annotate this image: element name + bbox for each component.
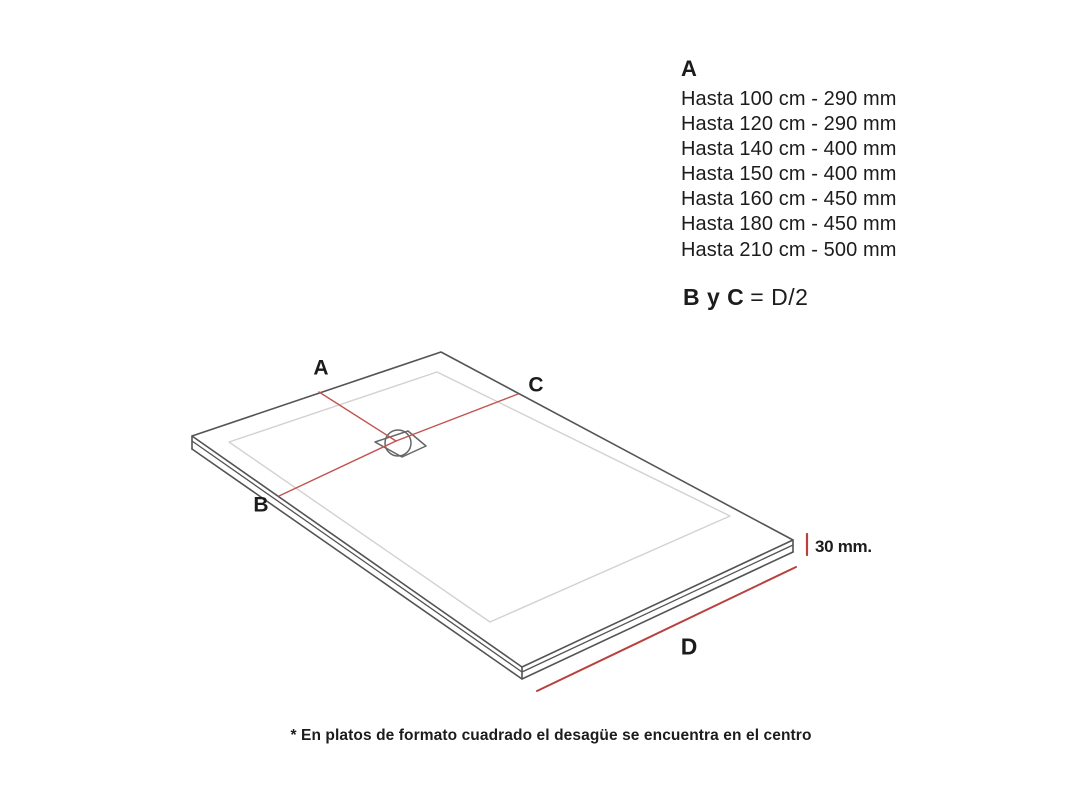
dim-c-line	[396, 394, 518, 441]
dim-label-a: A	[313, 356, 329, 380]
spec-row: Hasta 180 cm - 450 mm	[681, 213, 897, 236]
dim-label-d: D	[680, 633, 698, 660]
drain-square	[375, 431, 426, 457]
spec-row: Hasta 160 cm - 450 mm	[681, 188, 897, 211]
thickness-label: 30 mm.	[815, 537, 872, 556]
tray-bottom-edge	[192, 449, 793, 679]
dim-label-b: B	[253, 493, 269, 517]
tray-rim-step-line	[192, 441, 793, 672]
spec-row: Hasta 150 cm - 400 mm	[681, 163, 897, 186]
formula-byc	[683, 283, 808, 311]
spec-heading-a: A	[681, 56, 698, 81]
spec-row: Hasta 210 cm - 500 mm	[681, 238, 897, 261]
spec-row: Hasta 100 cm - 290 mm	[681, 88, 897, 110]
formula-rest-part: = D/2	[750, 284, 809, 310]
footnote: * En platos de formato cuadrado el desagüe se encuentra en el centro	[290, 727, 812, 744]
spec-row: Hasta 140 cm - 400 mm	[681, 138, 897, 161]
tray-corner-edges	[192, 436, 793, 679]
dim-b-line	[279, 441, 396, 496]
dim-d-line	[537, 567, 796, 691]
spec-row: Hasta 120 cm - 290 mm	[681, 113, 897, 136]
spec-size-list	[681, 87, 897, 263]
formula-bold-part: B y C	[683, 284, 745, 310]
dim-label-c: C	[528, 373, 544, 397]
